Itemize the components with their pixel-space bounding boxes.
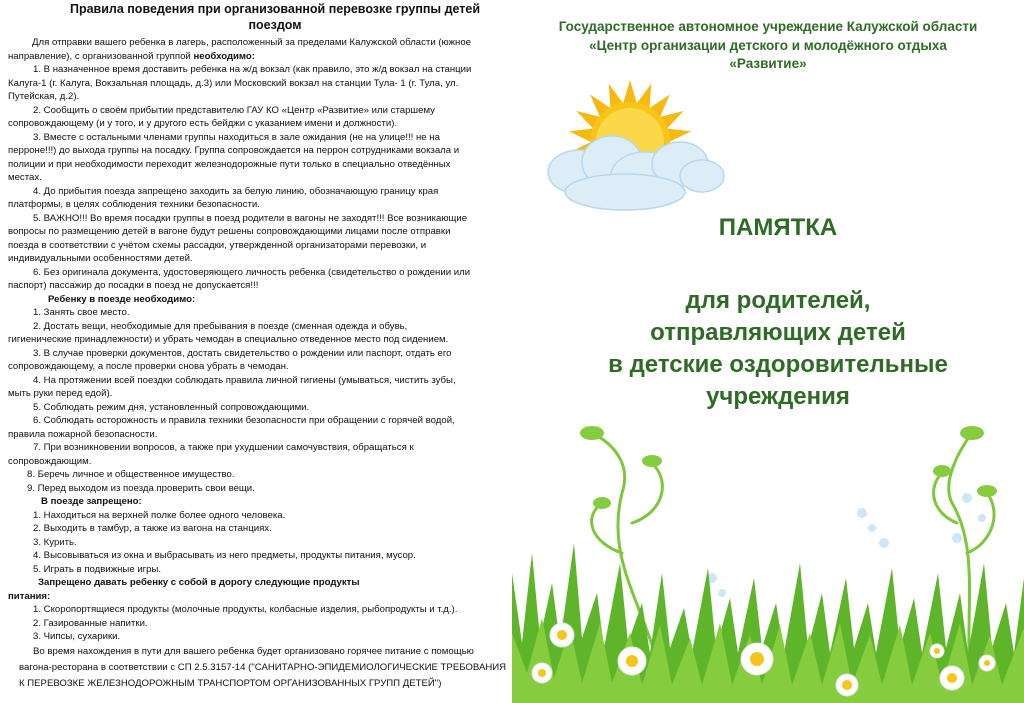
text-line: вопросы по размещению детей в вагоне будут решены сопровождающими лицами после отправки bbox=[8, 226, 451, 237]
text-line: 6. Без оригинала документа, удостоверяющего личность ребенка (свидетельство о рождении или bbox=[33, 266, 471, 278]
text-line: 4. Высовываться из окна и выбрасывать из него предметы, продукты питания, мусор. bbox=[33, 550, 416, 561]
text-line: 1. Скоропортящиеся продукты (молочные продукты, колбасные изделия, рыбопродукты и т.д.). bbox=[33, 604, 458, 615]
text-line: 4. До прибытия поезда запрещено заходить за белую линию, обозначающую границу края bbox=[33, 185, 439, 197]
text-line: 2. Выходить в тамбур, а также из вагона на станциях. bbox=[33, 523, 272, 534]
text-line: 5. ВАЖНО!!! Во время посадки группы в поезд родители в вагоны не заходят!!! Все возникающие bbox=[33, 212, 468, 224]
cloud-icon bbox=[548, 136, 724, 210]
text-line: вагона-ресторана в соответствии с СП 2.5.3157-14 ("САНИТАРНО-ЭПИДЕМИОЛОГИЧЕСКИЕ ТРЕБОВАНИЯ bbox=[19, 662, 507, 673]
text-line: 1. Находиться на верхней полке более одного человека. bbox=[33, 509, 286, 521]
text-line: 1. В назначенное время доставить ребенка на ж/д вокзал (как правило, это ж/д вокзал на станции bbox=[33, 64, 472, 75]
text-line: 8. Беречь личное и общественное имущество. bbox=[27, 469, 235, 480]
text-line: 3. Курить. bbox=[33, 536, 77, 548]
memo-title: ПАМЯТКА bbox=[718, 214, 838, 241]
text-line: перроне!!!) до выхода группы на посадку. Группа сопровождается на перрон сотрудниками вокзала и bbox=[8, 145, 460, 156]
right-page bbox=[512, 0, 1024, 703]
section-heading: питания: bbox=[8, 590, 51, 602]
rules-title: Правила поведения при организованной перевозке группы детей поездом bbox=[69, 2, 481, 32]
text-line: 1. Занять свое место. bbox=[33, 307, 130, 318]
text-line: 2. Сообщить о своём прибытии представителю ГАУ КО «Центр «Развитие» или старшему bbox=[33, 104, 435, 116]
text-line: 6. Соблюдать осторожность и правила техники безопасности при обращении с горячей водой, bbox=[33, 415, 455, 426]
text-line: местах. bbox=[8, 172, 42, 183]
organization-name: Государственное автономное учреждение Калужской области «Центр организации детского и молодёжного отдыха «Развитие» bbox=[558, 19, 978, 71]
text-line: 5. Соблюдать режим дня, установленный сопровождающими. bbox=[33, 401, 310, 413]
text-line: индивидуальными особенностями детей. bbox=[8, 253, 193, 264]
text-line: мыть руки перед едой). bbox=[8, 388, 113, 399]
memo-subtitle: для родителей, отправляющих детей в детские оздоровительные учреждения bbox=[608, 287, 948, 410]
text-line: 3. Вместе с остальными членами группы находиться в зале ожидания (не на улице!!! не на bbox=[33, 131, 440, 143]
intro-line: направление), с организованной группой необходимо: bbox=[8, 50, 255, 62]
intro-line: Для отправки вашего ребенка в лагерь, расположенный за пределами Калужской области (южное bbox=[32, 37, 472, 48]
text-line: платформы, в целях соблюдения техники безопасности. bbox=[8, 199, 260, 210]
text-line: 3. Чипсы, сухарики. bbox=[33, 631, 121, 642]
text-line: полиции и при необходимости переходит железнодорожные пути только в специально отведённых bbox=[8, 158, 451, 170]
text-line: гигиенические принадлежности) и убрать чемодан в специально отведенное место под сидением. bbox=[8, 334, 449, 345]
text-line: сопровождающему, а после проверки снова убрать в чемодан. bbox=[8, 361, 289, 372]
text-line: 2. Газированные напитки. bbox=[33, 617, 148, 629]
section-heading: Запрещено давать ребенку с собой в дорогу следующие продукты bbox=[38, 577, 360, 588]
text-line: Путейская, д.2). bbox=[8, 91, 80, 102]
text-line: Калуга-1 (г. Калуга, Вокзальная площадь, д.3) или Московский вокзал на станции Тула- 1 (г. Тула, ул. bbox=[8, 77, 459, 89]
text-line: сопровождающему (и у того, и у другого есть бейджи с указанием имени и должности). bbox=[8, 118, 398, 129]
text-line: К ПЕРЕВОЗКЕ ЖЕЛЕЗНОДОРОЖНЫМ ТРАНСПОРТОМ ОРГАНИЗОВАННЫХ ГРУПП ДЕТЕЙ") bbox=[19, 678, 442, 689]
text-line: сопровождающим. bbox=[8, 455, 92, 467]
text-line: 7. При возникновении вопросов, а также при ухудшении самочувствия, обращаться к bbox=[33, 442, 414, 453]
text-line: 9. Перед выходом из поезда проверить свои вещи. bbox=[27, 482, 255, 494]
grass-illustration bbox=[512, 403, 1024, 703]
text-line: поезда в соответствии с учётом схемы рассадки, утвержденной организаторами перевозки, и bbox=[8, 239, 427, 251]
text-line: 3. В случае проверки документов, достать свидетельство о рождении или паспорт, отдать его bbox=[33, 347, 452, 359]
text-line: правила пожарной безопасности. bbox=[8, 428, 158, 440]
sun-icon bbox=[530, 80, 730, 230]
text-line: 5. Играть в подвижные игры. bbox=[33, 563, 162, 575]
section-heading: В поезде запрещено: bbox=[41, 496, 142, 507]
text-line: паспорт) пассажир до посадки в поезд не допускается!!! bbox=[8, 280, 259, 291]
section-heading: Ребенку в поезде необходимо: bbox=[48, 293, 196, 305]
text-line: Во время нахождения в пути для вашего ребенка будет организовано горячее питание с помощью bbox=[33, 646, 474, 657]
text-line: 4. На протяжении всей поездки соблюдать правила личной гигиены (умываться, чистить зубы, bbox=[33, 374, 456, 386]
text-line: 2. Достать вещи, необходимые для пребывания в поезде (сменная одежда и обувь, bbox=[33, 320, 408, 332]
